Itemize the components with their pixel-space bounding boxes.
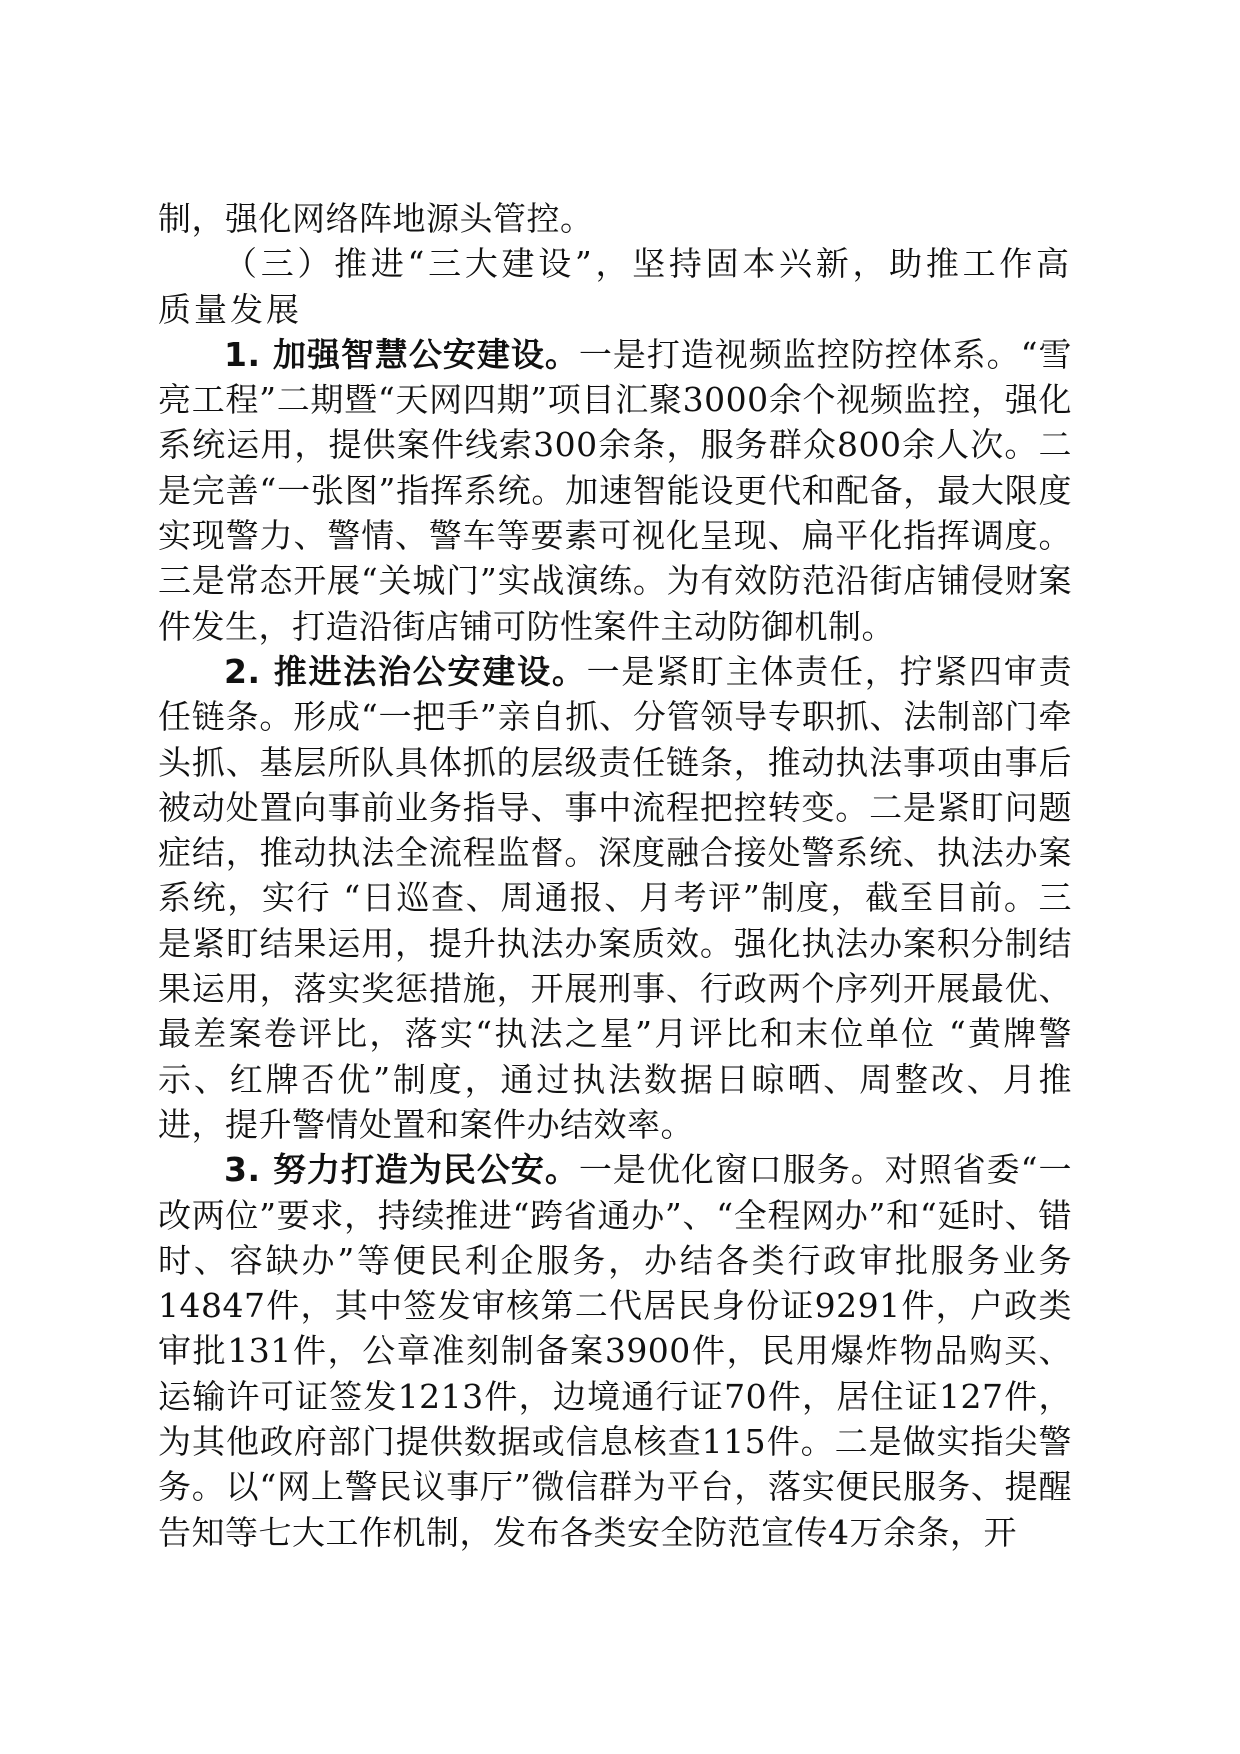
item-2-heading: 2. 推进法治公安建设。 — [224, 651, 587, 691]
item-1-heading: 1. 加强智慧公安建设。 — [224, 334, 579, 374]
item-3-body: 一是优化窗口服务。对照省委“一改两位”要求，持续推进“跨省通办”、“全程网办”和“延时、错时、容缺办”等便民利企服务，办结各类行政审批服务业务14847件，其中签发审核第二代居民身份证9291件，户政类审批131件，公章准刻制备案3900件，民用爆炸物品购买、运输许可证签发1213件，边境通行证70件，居住证127件，为其他政府部门提供数据或信息核查115件。二是做实指尖警务。以“网上警民议事厅”微信群为平台，落实便民服务、提醒告知等七大工作机制，发布各类安全防范宣传4万余条，开 — [158, 1150, 1072, 1552]
paragraph-item-1 — [158, 332, 1072, 649]
paragraph-continuation: 制，强化网络阵地源头管控。 — [158, 199, 594, 238]
document-page — [158, 196, 1072, 1555]
section-heading: （三）推进“三大建设”，坚持固本兴新，助推工作高质量发展 — [158, 244, 1072, 329]
paragraph-item-3 — [158, 1147, 1072, 1555]
item-1-body: 一是打造视频监控防控体系。“雪亮工程”二期暨“天网四期”项目汇聚3000余个视频监控，强化系统运用，提供案件线索300余条，服务群众800余人次。二是完善“一张图”指挥系统。加速智能设更代和配备，最大限度实现警力、警情、警车等要素可视化呈现、扁平化指挥调度。三是常态开展“关城门”实战演练。为有效防范沿街店铺侵财案件发生，打造沿街店铺可防性案件主动防御机制。 — [158, 334, 1072, 646]
item-3-heading: 3. 努力打造为民公安。 — [224, 1150, 579, 1190]
item-2-body: 一是紧盯主体责任，拧紧四审责任链条。形成“一把手”亲自抓、分管领导专职抓、法制部门牵头抓、基层所队具体抓的层级责任链条，推动执法事项由事后被动处置向事前业务指导、事中流程把控转变。二是紧盯问题症结，推动执法全流程监督。深度融合接处警系统、执法办案系统，实行 “日巡查、周通报、月考评”制度，截至目前。三是紧盯结果运用，提升执法办案质效。强化执法办案积分制结果运用，落实奖惩措施，开展刑事、行政两个序列开展最优、最差案卷评比，落实“执法之星”月评比和末位单位 “黄牌警示、红牌否优”制度，通过执法数据日晾晒、周整改、月推进，提升警情处置和案件办结效率。 — [158, 651, 1073, 1144]
paragraph-item-2 — [158, 649, 1072, 1147]
